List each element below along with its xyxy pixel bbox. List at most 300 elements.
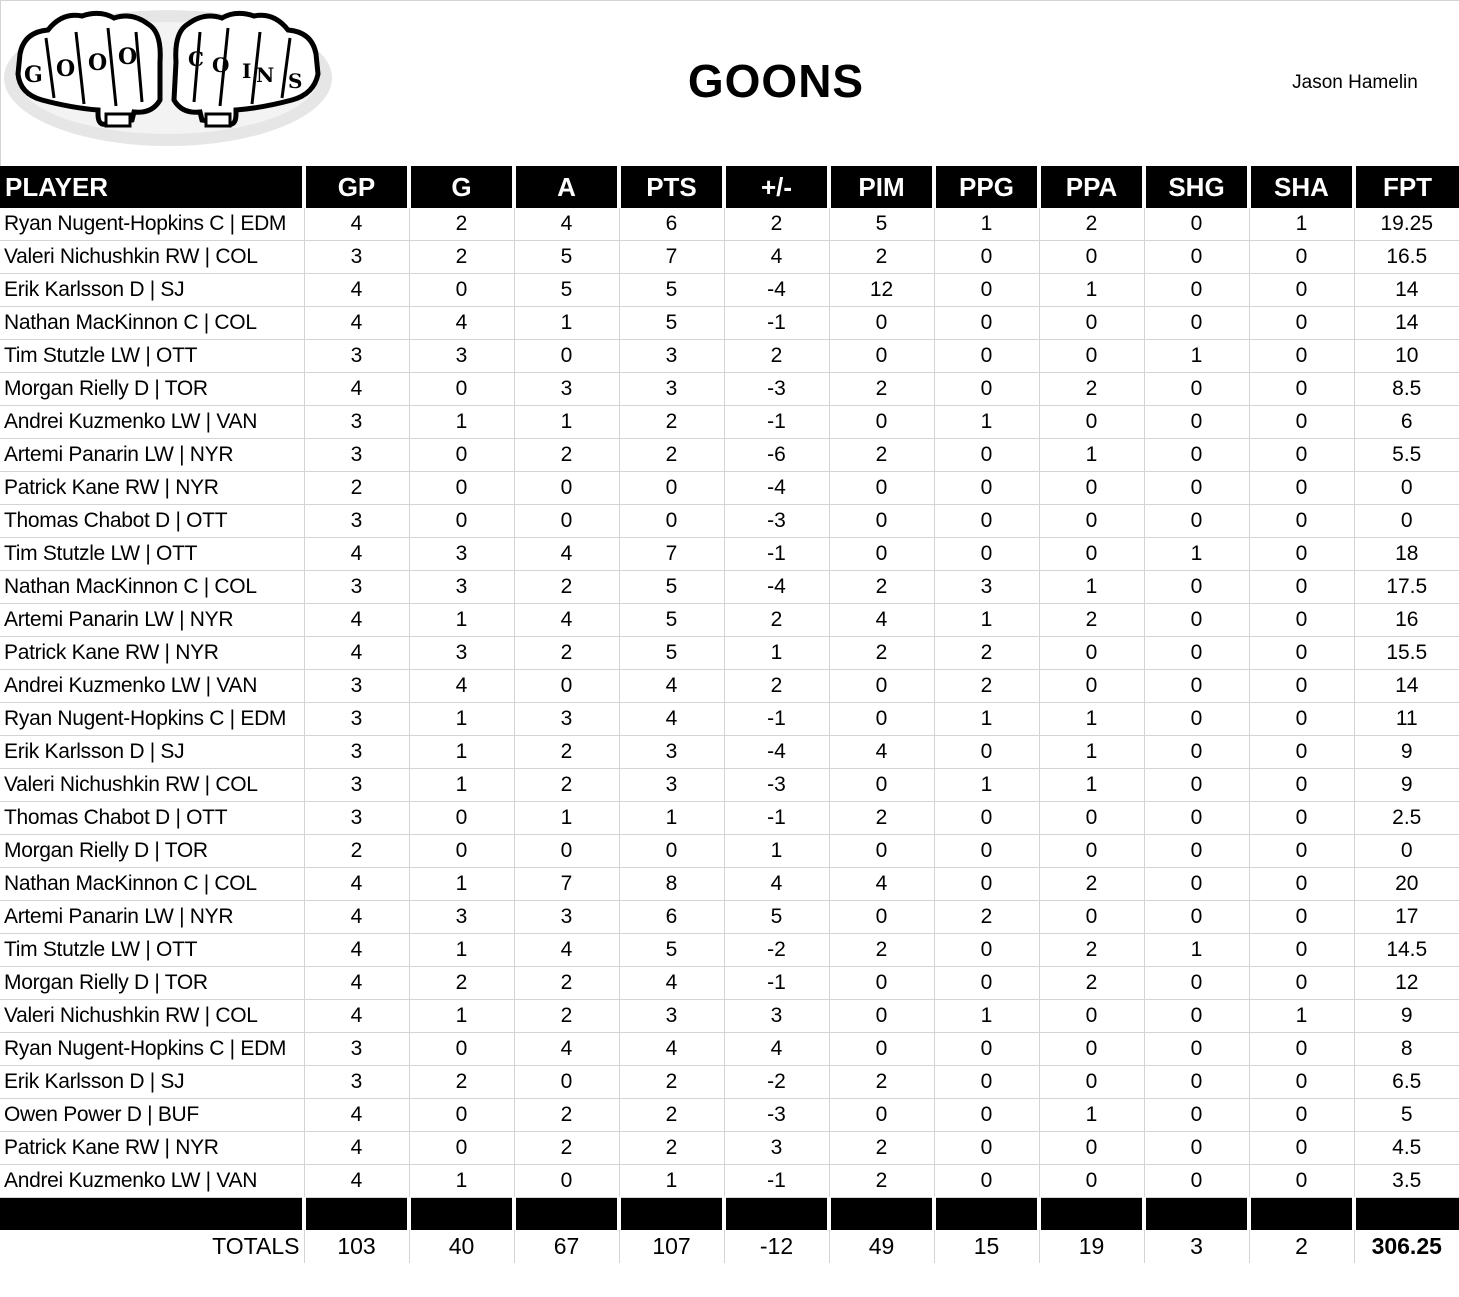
stat-cell-gp[interactable]: 4	[304, 901, 409, 934]
stat-cell-ppg[interactable]: 0	[934, 1132, 1039, 1165]
stat-cell-g[interactable]: 0	[409, 373, 514, 406]
player-name-cell[interactable]: Tim Stutzle LW | OTT	[0, 538, 304, 571]
stat-cell-a[interactable]: 0	[514, 670, 619, 703]
stat-cell-ppa[interactable]: 0	[1039, 1066, 1144, 1099]
stat-cell-sha[interactable]: 0	[1249, 637, 1354, 670]
stat-cell-ppa[interactable]: 2	[1039, 373, 1144, 406]
stat-cell-gp[interactable]: 4	[304, 1165, 409, 1198]
stat-cell-g[interactable]: 1	[409, 868, 514, 901]
stat-cell-fpt[interactable]: 4.5	[1354, 1132, 1459, 1165]
player-name-cell[interactable]: Ryan Nugent-Hopkins C | EDM	[0, 703, 304, 736]
stat-cell-shg[interactable]: 1	[1144, 340, 1249, 373]
stat-cell-shg[interactable]: 0	[1144, 1000, 1249, 1033]
stat-cell-fpt[interactable]: 0	[1354, 835, 1459, 868]
stat-cell-fpt[interactable]: 14	[1354, 274, 1459, 307]
stat-cell-gp[interactable]: 4	[304, 1132, 409, 1165]
stat-cell-pts[interactable]: 0	[619, 505, 724, 538]
total-cell-sha[interactable]: 2	[1249, 1230, 1354, 1263]
stat-cell-sha[interactable]: 0	[1249, 835, 1354, 868]
stat-cell-pts[interactable]: 7	[619, 538, 724, 571]
stat-cell-plus-minus[interactable]: -2	[724, 1066, 829, 1099]
stat-cell-plus-minus[interactable]: -3	[724, 505, 829, 538]
stat-cell-gp[interactable]: 3	[304, 1033, 409, 1066]
stat-cell-sha[interactable]: 0	[1249, 703, 1354, 736]
stat-cell-g[interactable]: 0	[409, 802, 514, 835]
stat-cell-a[interactable]: 7	[514, 868, 619, 901]
stat-cell-ppg[interactable]: 1	[934, 703, 1039, 736]
player-name-cell[interactable]: Morgan Rielly D | TOR	[0, 835, 304, 868]
stat-cell-pim[interactable]: 2	[829, 373, 934, 406]
stat-cell-ppa[interactable]: 0	[1039, 670, 1144, 703]
stat-cell-ppg[interactable]: 0	[934, 538, 1039, 571]
column-header-ppg[interactable]: PPG	[934, 166, 1039, 208]
player-name-cell[interactable]: Artemi Panarin LW | NYR	[0, 604, 304, 637]
player-name-cell[interactable]: Andrei Kuzmenko LW | VAN	[0, 670, 304, 703]
stat-cell-shg[interactable]: 0	[1144, 868, 1249, 901]
stat-cell-a[interactable]: 2	[514, 736, 619, 769]
stat-cell-pts[interactable]: 5	[619, 934, 724, 967]
stat-cell-gp[interactable]: 3	[304, 1066, 409, 1099]
stat-cell-a[interactable]: 3	[514, 373, 619, 406]
stat-cell-ppg[interactable]: 0	[934, 835, 1039, 868]
stat-cell-shg[interactable]: 0	[1144, 439, 1249, 472]
stat-cell-shg[interactable]: 0	[1144, 1099, 1249, 1132]
stat-cell-pim[interactable]: 0	[829, 769, 934, 802]
stat-cell-fpt[interactable]: 6.5	[1354, 1066, 1459, 1099]
stat-cell-a[interactable]: 0	[514, 472, 619, 505]
stat-cell-g[interactable]: 0	[409, 472, 514, 505]
stat-cell-fpt[interactable]: 3.5	[1354, 1165, 1459, 1198]
stat-cell-pts[interactable]: 0	[619, 472, 724, 505]
column-header-sha[interactable]: SHA	[1249, 166, 1354, 208]
stat-cell-shg[interactable]: 1	[1144, 538, 1249, 571]
total-cell-a[interactable]: 67	[514, 1230, 619, 1263]
stat-cell-pts[interactable]: 3	[619, 340, 724, 373]
stat-cell-shg[interactable]: 0	[1144, 472, 1249, 505]
stat-cell-g[interactable]: 4	[409, 307, 514, 340]
column-header-shg[interactable]: SHG	[1144, 166, 1249, 208]
stat-cell-ppg[interactable]: 1	[934, 604, 1039, 637]
stat-cell-plus-minus[interactable]: -1	[724, 307, 829, 340]
total-cell-ppg[interactable]: 15	[934, 1230, 1039, 1263]
stat-cell-g[interactable]: 0	[409, 439, 514, 472]
stat-cell-pim[interactable]: 2	[829, 1132, 934, 1165]
stat-cell-ppa[interactable]: 0	[1039, 802, 1144, 835]
stat-cell-a[interactable]: 2	[514, 637, 619, 670]
stat-cell-fpt[interactable]: 19.25	[1354, 208, 1459, 241]
player-name-cell[interactable]: Erik Karlsson D | SJ	[0, 274, 304, 307]
stat-cell-pts[interactable]: 2	[619, 1099, 724, 1132]
player-name-cell[interactable]: Patrick Kane RW | NYR	[0, 637, 304, 670]
player-name-cell[interactable]: Valeri Nichushkin RW | COL	[0, 1000, 304, 1033]
stat-cell-fpt[interactable]: 16	[1354, 604, 1459, 637]
player-name-cell[interactable]: Nathan MacKinnon C | COL	[0, 571, 304, 604]
stat-cell-shg[interactable]: 0	[1144, 901, 1249, 934]
stat-cell-pim[interactable]: 2	[829, 934, 934, 967]
stat-cell-g[interactable]: 3	[409, 340, 514, 373]
stat-cell-pts[interactable]: 4	[619, 670, 724, 703]
stat-cell-pts[interactable]: 4	[619, 703, 724, 736]
stat-cell-ppa[interactable]: 1	[1039, 703, 1144, 736]
stat-cell-a[interactable]: 2	[514, 571, 619, 604]
stat-cell-fpt[interactable]: 5.5	[1354, 439, 1459, 472]
stat-cell-ppg[interactable]: 2	[934, 670, 1039, 703]
stat-cell-sha[interactable]: 0	[1249, 406, 1354, 439]
stat-cell-g[interactable]: 1	[409, 736, 514, 769]
stat-cell-pim[interactable]: 0	[829, 538, 934, 571]
stat-cell-ppa[interactable]: 2	[1039, 604, 1144, 637]
stat-cell-ppa[interactable]: 2	[1039, 208, 1144, 241]
stat-cell-ppg[interactable]: 0	[934, 1066, 1039, 1099]
stat-cell-ppa[interactable]: 1	[1039, 736, 1144, 769]
stat-cell-pts[interactable]: 8	[619, 868, 724, 901]
stat-cell-pim[interactable]: 4	[829, 868, 934, 901]
stat-cell-shg[interactable]: 0	[1144, 604, 1249, 637]
stat-cell-plus-minus[interactable]: 1	[724, 637, 829, 670]
stat-cell-fpt[interactable]: 18	[1354, 538, 1459, 571]
stat-cell-pts[interactable]: 3	[619, 373, 724, 406]
stat-cell-shg[interactable]: 0	[1144, 571, 1249, 604]
stat-cell-a[interactable]: 0	[514, 835, 619, 868]
stat-cell-gp[interactable]: 4	[304, 868, 409, 901]
stat-cell-pts[interactable]: 5	[619, 307, 724, 340]
stat-cell-shg[interactable]: 1	[1144, 934, 1249, 967]
stat-cell-sha[interactable]: 0	[1249, 604, 1354, 637]
stat-cell-ppa[interactable]: 0	[1039, 901, 1144, 934]
stat-cell-ppg[interactable]: 1	[934, 1000, 1039, 1033]
stat-cell-sha[interactable]: 0	[1249, 274, 1354, 307]
total-cell-fpt[interactable]: 306.25	[1354, 1230, 1459, 1263]
stat-cell-fpt[interactable]: 0	[1354, 505, 1459, 538]
stat-cell-ppa[interactable]: 1	[1039, 571, 1144, 604]
stat-cell-g[interactable]: 3	[409, 901, 514, 934]
stat-cell-gp[interactable]: 2	[304, 835, 409, 868]
stat-cell-ppa[interactable]: 0	[1039, 1033, 1144, 1066]
player-name-cell[interactable]: Thomas Chabot D | OTT	[0, 802, 304, 835]
stat-cell-pts[interactable]: 5	[619, 274, 724, 307]
stat-cell-gp[interactable]: 4	[304, 274, 409, 307]
stat-cell-a[interactable]: 4	[514, 538, 619, 571]
stat-cell-pim[interactable]: 0	[829, 1000, 934, 1033]
stat-cell-pts[interactable]: 4	[619, 1033, 724, 1066]
stat-cell-fpt[interactable]: 9	[1354, 1000, 1459, 1033]
stat-cell-a[interactable]: 0	[514, 1066, 619, 1099]
stat-cell-shg[interactable]: 0	[1144, 241, 1249, 274]
stat-cell-g[interactable]: 1	[409, 934, 514, 967]
stat-cell-pim[interactable]: 2	[829, 439, 934, 472]
stat-cell-plus-minus[interactable]: 5	[724, 901, 829, 934]
stat-cell-sha[interactable]: 0	[1249, 1132, 1354, 1165]
stat-cell-pts[interactable]: 2	[619, 1066, 724, 1099]
stat-cell-pts[interactable]: 2	[619, 439, 724, 472]
column-header-player[interactable]: PLAYER	[0, 166, 304, 208]
stat-cell-a[interactable]: 3	[514, 703, 619, 736]
stat-cell-shg[interactable]: 0	[1144, 1066, 1249, 1099]
total-cell-pim[interactable]: 49	[829, 1230, 934, 1263]
stat-cell-pim[interactable]: 0	[829, 835, 934, 868]
stat-cell-ppg[interactable]: 0	[934, 868, 1039, 901]
stat-cell-a[interactable]: 1	[514, 802, 619, 835]
stat-cell-plus-minus[interactable]: 4	[724, 241, 829, 274]
stat-cell-shg[interactable]: 0	[1144, 1033, 1249, 1066]
stat-cell-gp[interactable]: 3	[304, 571, 409, 604]
stat-cell-ppg[interactable]: 1	[934, 208, 1039, 241]
stat-cell-pim[interactable]: 0	[829, 472, 934, 505]
stat-cell-fpt[interactable]: 17.5	[1354, 571, 1459, 604]
stat-cell-plus-minus[interactable]: -1	[724, 802, 829, 835]
stat-cell-fpt[interactable]: 14.5	[1354, 934, 1459, 967]
stat-cell-sha[interactable]: 0	[1249, 1099, 1354, 1132]
stat-cell-shg[interactable]: 0	[1144, 769, 1249, 802]
stat-cell-a[interactable]: 5	[514, 241, 619, 274]
stat-cell-shg[interactable]: 0	[1144, 505, 1249, 538]
player-name-cell[interactable]: Morgan Rielly D | TOR	[0, 373, 304, 406]
stat-cell-gp[interactable]: 3	[304, 703, 409, 736]
stat-cell-a[interactable]: 0	[514, 505, 619, 538]
stat-cell-fpt[interactable]: 8.5	[1354, 373, 1459, 406]
stat-cell-g[interactable]: 3	[409, 538, 514, 571]
stat-cell-g[interactable]: 2	[409, 241, 514, 274]
stat-cell-gp[interactable]: 3	[304, 736, 409, 769]
stat-cell-ppa[interactable]: 0	[1039, 241, 1144, 274]
player-name-cell[interactable]: Tim Stutzle LW | OTT	[0, 934, 304, 967]
stat-cell-plus-minus[interactable]: -1	[724, 703, 829, 736]
stat-cell-ppa[interactable]: 0	[1039, 505, 1144, 538]
stat-cell-shg[interactable]: 0	[1144, 406, 1249, 439]
stat-cell-g[interactable]: 3	[409, 637, 514, 670]
stat-cell-fpt[interactable]: 5	[1354, 1099, 1459, 1132]
stat-cell-a[interactable]: 1	[514, 406, 619, 439]
player-name-cell[interactable]: Artemi Panarin LW | NYR	[0, 901, 304, 934]
stat-cell-ppa[interactable]: 0	[1039, 406, 1144, 439]
total-cell-shg[interactable]: 3	[1144, 1230, 1249, 1263]
stat-cell-sha[interactable]: 0	[1249, 670, 1354, 703]
stat-cell-pim[interactable]: 2	[829, 241, 934, 274]
stat-cell-fpt[interactable]: 9	[1354, 769, 1459, 802]
stat-cell-shg[interactable]: 0	[1144, 967, 1249, 1000]
stat-cell-g[interactable]: 4	[409, 670, 514, 703]
stat-cell-fpt[interactable]: 15.5	[1354, 637, 1459, 670]
stat-cell-gp[interactable]: 3	[304, 769, 409, 802]
stat-cell-pts[interactable]: 5	[619, 637, 724, 670]
stat-cell-ppg[interactable]: 0	[934, 241, 1039, 274]
stat-cell-pim[interactable]: 2	[829, 1165, 934, 1198]
stat-cell-plus-minus[interactable]: 4	[724, 1033, 829, 1066]
stat-cell-gp[interactable]: 3	[304, 406, 409, 439]
stat-cell-shg[interactable]: 0	[1144, 307, 1249, 340]
stat-cell-ppa[interactable]: 2	[1039, 967, 1144, 1000]
stat-cell-pim[interactable]: 2	[829, 1066, 934, 1099]
stat-cell-fpt[interactable]: 6	[1354, 406, 1459, 439]
stat-cell-a[interactable]: 2	[514, 769, 619, 802]
stat-cell-g[interactable]: 0	[409, 835, 514, 868]
stat-cell-plus-minus[interactable]: 2	[724, 340, 829, 373]
stat-cell-plus-minus[interactable]: -4	[724, 472, 829, 505]
player-name-cell[interactable]: Ryan Nugent-Hopkins C | EDM	[0, 208, 304, 241]
stat-cell-ppg[interactable]: 3	[934, 571, 1039, 604]
stat-cell-plus-minus[interactable]: -4	[724, 571, 829, 604]
stat-cell-gp[interactable]: 3	[304, 439, 409, 472]
stat-cell-shg[interactable]: 0	[1144, 1132, 1249, 1165]
stat-cell-shg[interactable]: 0	[1144, 736, 1249, 769]
stat-cell-a[interactable]: 2	[514, 439, 619, 472]
stat-cell-gp[interactable]: 3	[304, 670, 409, 703]
stat-cell-g[interactable]: 1	[409, 406, 514, 439]
stat-cell-shg[interactable]: 0	[1144, 670, 1249, 703]
stat-cell-fpt[interactable]: 0	[1354, 472, 1459, 505]
player-name-cell[interactable]: Erik Karlsson D | SJ	[0, 1066, 304, 1099]
stat-cell-gp[interactable]: 3	[304, 340, 409, 373]
stat-cell-sha[interactable]: 0	[1249, 538, 1354, 571]
stat-cell-a[interactable]: 0	[514, 340, 619, 373]
stat-cell-pts[interactable]: 4	[619, 967, 724, 1000]
stat-cell-pts[interactable]: 0	[619, 835, 724, 868]
stat-cell-ppg[interactable]: 0	[934, 967, 1039, 1000]
stat-cell-ppa[interactable]: 2	[1039, 868, 1144, 901]
stat-cell-fpt[interactable]: 20	[1354, 868, 1459, 901]
stat-cell-gp[interactable]: 4	[304, 934, 409, 967]
stat-cell-ppa[interactable]: 0	[1039, 835, 1144, 868]
stat-cell-pim[interactable]: 0	[829, 406, 934, 439]
stat-cell-pts[interactable]: 2	[619, 1132, 724, 1165]
stat-cell-gp[interactable]: 4	[304, 307, 409, 340]
stat-cell-shg[interactable]: 0	[1144, 373, 1249, 406]
stat-cell-sha[interactable]: 0	[1249, 868, 1354, 901]
stat-cell-pim[interactable]: 12	[829, 274, 934, 307]
stat-cell-gp[interactable]: 4	[304, 538, 409, 571]
stat-cell-plus-minus[interactable]: -3	[724, 769, 829, 802]
stat-cell-a[interactable]: 2	[514, 967, 619, 1000]
stat-cell-ppa[interactable]: 0	[1039, 1000, 1144, 1033]
stat-cell-sha[interactable]: 0	[1249, 505, 1354, 538]
stat-cell-pim[interactable]: 0	[829, 901, 934, 934]
total-cell-plus-minus[interactable]: -12	[724, 1230, 829, 1263]
stat-cell-a[interactable]: 4	[514, 934, 619, 967]
stat-cell-ppg[interactable]: 0	[934, 1033, 1039, 1066]
stat-cell-shg[interactable]: 0	[1144, 802, 1249, 835]
column-header-gp[interactable]: GP	[304, 166, 409, 208]
stat-cell-pts[interactable]: 3	[619, 769, 724, 802]
stat-cell-sha[interactable]: 0	[1249, 241, 1354, 274]
stat-cell-a[interactable]: 4	[514, 208, 619, 241]
stat-cell-a[interactable]: 4	[514, 1033, 619, 1066]
stat-cell-pim[interactable]: 0	[829, 340, 934, 373]
stat-cell-a[interactable]: 1	[514, 307, 619, 340]
stat-cell-pts[interactable]: 3	[619, 1000, 724, 1033]
stat-cell-shg[interactable]: 0	[1144, 274, 1249, 307]
player-name-cell[interactable]: Erik Karlsson D | SJ	[0, 736, 304, 769]
stat-cell-sha[interactable]: 0	[1249, 967, 1354, 1000]
stat-cell-ppg[interactable]: 2	[934, 901, 1039, 934]
stat-cell-ppa[interactable]: 0	[1039, 1165, 1144, 1198]
stat-cell-fpt[interactable]: 14	[1354, 670, 1459, 703]
stat-cell-ppa[interactable]: 2	[1039, 934, 1144, 967]
total-cell-ppa[interactable]: 19	[1039, 1230, 1144, 1263]
stat-cell-sha[interactable]: 0	[1249, 769, 1354, 802]
player-name-cell[interactable]: Owen Power D | BUF	[0, 1099, 304, 1132]
stat-cell-sha[interactable]: 0	[1249, 934, 1354, 967]
stat-cell-ppg[interactable]: 0	[934, 274, 1039, 307]
stat-cell-plus-minus[interactable]: 1	[724, 835, 829, 868]
stat-cell-pim[interactable]: 0	[829, 703, 934, 736]
stat-cell-plus-minus[interactable]: -1	[724, 1165, 829, 1198]
stat-cell-fpt[interactable]: 14	[1354, 307, 1459, 340]
column-header-pts[interactable]: PTS	[619, 166, 724, 208]
total-cell-gp[interactable]: 103	[304, 1230, 409, 1263]
stat-cell-sha[interactable]: 1	[1249, 1000, 1354, 1033]
stat-cell-pim[interactable]: 2	[829, 802, 934, 835]
stat-cell-sha[interactable]: 1	[1249, 208, 1354, 241]
stat-cell-ppg[interactable]: 0	[934, 505, 1039, 538]
stat-cell-ppg[interactable]: 0	[934, 373, 1039, 406]
stat-cell-pim[interactable]: 4	[829, 604, 934, 637]
stat-cell-gp[interactable]: 4	[304, 208, 409, 241]
stat-cell-plus-minus[interactable]: -1	[724, 406, 829, 439]
stat-cell-fpt[interactable]: 16.5	[1354, 241, 1459, 274]
stat-cell-sha[interactable]: 0	[1249, 1033, 1354, 1066]
stat-cell-g[interactable]: 0	[409, 274, 514, 307]
stat-cell-plus-minus[interactable]: -3	[724, 1099, 829, 1132]
stat-cell-ppg[interactable]: 0	[934, 307, 1039, 340]
player-name-cell[interactable]: Tim Stutzle LW | OTT	[0, 340, 304, 373]
stat-cell-pts[interactable]: 1	[619, 802, 724, 835]
stat-cell-a[interactable]: 0	[514, 1165, 619, 1198]
player-name-cell[interactable]: Nathan MacKinnon C | COL	[0, 307, 304, 340]
stat-cell-plus-minus[interactable]: -1	[724, 538, 829, 571]
stat-cell-ppa[interactable]: 0	[1039, 307, 1144, 340]
stat-cell-pim[interactable]: 5	[829, 208, 934, 241]
stat-cell-a[interactable]: 4	[514, 604, 619, 637]
stat-cell-gp[interactable]: 2	[304, 472, 409, 505]
stat-cell-ppg[interactable]: 0	[934, 439, 1039, 472]
stat-cell-pim[interactable]: 0	[829, 1033, 934, 1066]
player-name-cell[interactable]: Patrick Kane RW | NYR	[0, 1132, 304, 1165]
player-name-cell[interactable]: Patrick Kane RW | NYR	[0, 472, 304, 505]
player-name-cell[interactable]: Morgan Rielly D | TOR	[0, 967, 304, 1000]
stat-cell-plus-minus[interactable]: 3	[724, 1000, 829, 1033]
stat-cell-pts[interactable]: 3	[619, 736, 724, 769]
stat-cell-plus-minus[interactable]: -1	[724, 967, 829, 1000]
stat-cell-g[interactable]: 1	[409, 769, 514, 802]
stat-cell-plus-minus[interactable]: -4	[724, 274, 829, 307]
stat-cell-ppa[interactable]: 1	[1039, 769, 1144, 802]
stat-cell-plus-minus[interactable]: 4	[724, 868, 829, 901]
stat-cell-sha[interactable]: 0	[1249, 373, 1354, 406]
stat-cell-shg[interactable]: 0	[1144, 1165, 1249, 1198]
stat-cell-gp[interactable]: 4	[304, 1099, 409, 1132]
stat-cell-ppa[interactable]: 0	[1039, 472, 1144, 505]
total-cell-g[interactable]: 40	[409, 1230, 514, 1263]
stat-cell-ppa[interactable]: 0	[1039, 538, 1144, 571]
stat-cell-a[interactable]: 2	[514, 1132, 619, 1165]
stat-cell-sha[interactable]: 0	[1249, 802, 1354, 835]
stat-cell-ppg[interactable]: 1	[934, 406, 1039, 439]
stat-cell-pts[interactable]: 5	[619, 571, 724, 604]
player-name-cell[interactable]: Ryan Nugent-Hopkins C | EDM	[0, 1033, 304, 1066]
stat-cell-fpt[interactable]: 8	[1354, 1033, 1459, 1066]
stat-cell-pim[interactable]: 0	[829, 307, 934, 340]
stat-cell-pim[interactable]: 2	[829, 571, 934, 604]
stat-cell-ppg[interactable]: 0	[934, 1165, 1039, 1198]
stat-cell-sha[interactable]: 0	[1249, 472, 1354, 505]
stat-cell-ppg[interactable]: 1	[934, 769, 1039, 802]
stat-cell-pts[interactable]: 6	[619, 901, 724, 934]
stat-cell-gp[interactable]: 3	[304, 802, 409, 835]
stat-cell-ppg[interactable]: 0	[934, 802, 1039, 835]
stat-cell-fpt[interactable]: 17	[1354, 901, 1459, 934]
stat-cell-fpt[interactable]: 9	[1354, 736, 1459, 769]
player-name-cell[interactable]: Thomas Chabot D | OTT	[0, 505, 304, 538]
